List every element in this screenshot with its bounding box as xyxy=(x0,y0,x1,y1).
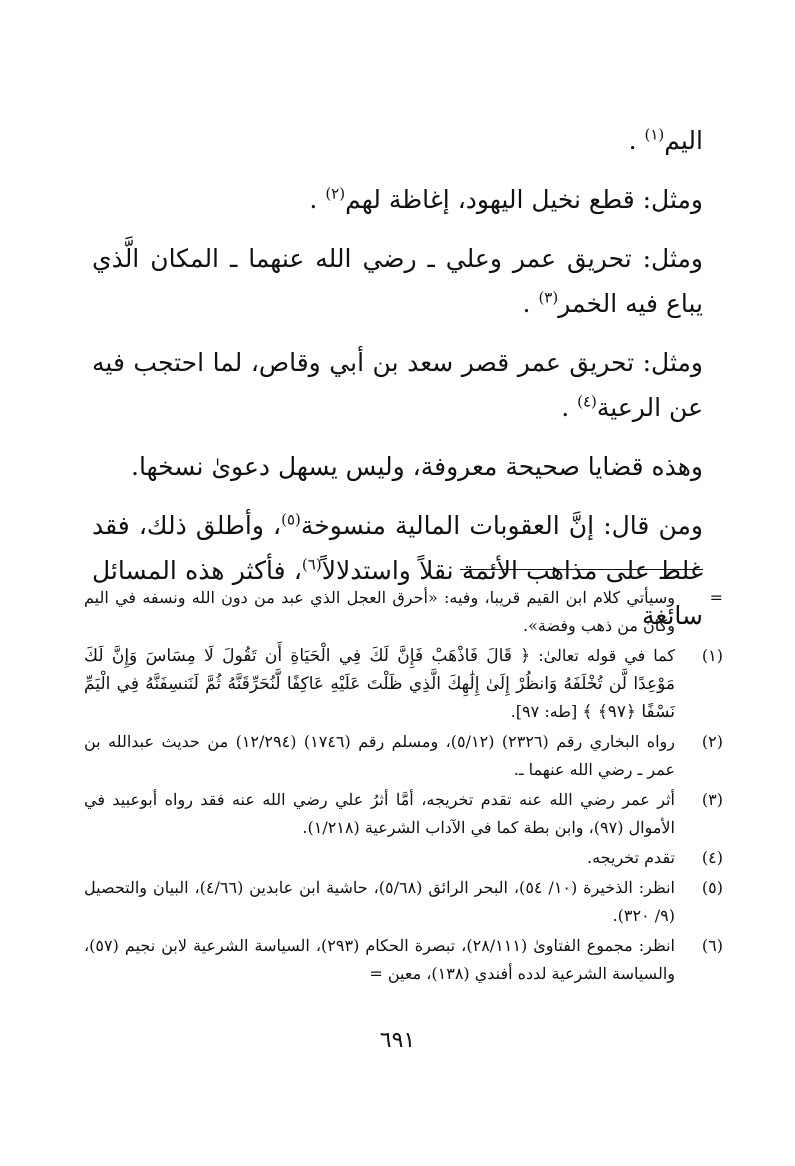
footnote-ref-6[interactable]: (٦) xyxy=(301,555,322,574)
paragraph-5-text: وهذه قضايا صحيحة معروفة، وليس يسهل دعوىٰ نسخها. xyxy=(131,452,703,481)
paragraph-4 xyxy=(92,340,703,430)
paragraph-2-text: ومثل: قطع نخيل اليهود، إغاظة لهم xyxy=(345,185,703,214)
footnote-number: (١) xyxy=(701,646,723,665)
paragraph-6-text-c: ، فأكثر هذه المسائل سائغة xyxy=(92,556,703,630)
footnote-ref-5[interactable]: (٥) xyxy=(281,510,301,529)
footnote-text: وسيأتي كلام ابن القيم قريبا، وفيه: «أحرق العجل الذي عبد من دون الله ونسفه في اليم وكان من ذهب وفضة». xyxy=(84,588,675,635)
footnote-6 xyxy=(84,932,723,988)
paragraph-3-text: ومثل: تحريق عمر وعلي ـ رضي الله عنهما ـ المكان الَّذي يباع فيه الخمر xyxy=(92,244,703,318)
footnote-text: انظر: مجموع الفتاوىٰ (٢٨/١١١)، تبصرة الحكام (٢٩٣)، السياسة الشرعية لابن نجيم (٥٧)، والسياسة الشرعية لدده أفندي (١٣٨)، معين = xyxy=(84,936,675,983)
footnote-ref-1[interactable]: (١) xyxy=(644,125,665,144)
footnote-text: أثر عمر رضي الله عنه تقدم تخريجه، أمَّا أثرُ علي رضي الله عنه فقد رواه أبوعبيد في الأموال (٩٧)، وابن بطة كما في الآداب الشرعية (١/٢١٨). xyxy=(84,790,675,837)
footnote-intro: كما في قوله تعالىٰ: xyxy=(538,646,675,665)
footnote-text xyxy=(84,642,675,726)
footnote-marker: = xyxy=(709,588,723,607)
paragraph-4-end: . xyxy=(561,393,570,422)
footnote-number: (٤) xyxy=(701,848,723,867)
paragraph-1-text: اليم xyxy=(664,126,703,155)
paragraph-6-text-a: ومن قال: إنَّ العقوبات المالية منسوخة xyxy=(300,511,703,540)
footnote-number: (٢) xyxy=(701,732,723,751)
footnote-ref-2[interactable]: (٢) xyxy=(325,184,346,203)
footnote-separator xyxy=(460,569,703,570)
paragraph-3 xyxy=(92,236,703,326)
paragraph-2 xyxy=(92,177,703,222)
paragraph-3-end: . xyxy=(522,289,531,318)
paragraph-5 xyxy=(92,444,703,489)
paragraph-6-text-b: ، وأطلق ذلك، فقد غلط على مذاهب الأئمة نقلاً واستدلالاً xyxy=(92,511,703,585)
footnote-number: (٥) xyxy=(701,878,723,897)
main-text xyxy=(92,118,703,652)
footnote-3 xyxy=(84,786,723,842)
footnote-2 xyxy=(84,728,723,784)
footnote-continued xyxy=(84,584,723,640)
footnote-number: (٣) xyxy=(701,790,723,809)
footnote-text: انظر: الذخيرة (١٠/ ٥٤)، البحر الرائق (٥/٦٨)، حاشية ابن عابدين (٤/٦٦)، البيان والتحصيل (٩/ ٣٢٠). xyxy=(84,878,676,925)
footnote-1 xyxy=(84,642,723,726)
quran-citation: [طه: ٩٧]. xyxy=(510,702,578,721)
paragraph-1-end: . xyxy=(628,126,637,155)
footnote-number: (٦) xyxy=(701,936,723,955)
footnote-5 xyxy=(84,874,723,930)
paragraph-2-end: . xyxy=(309,185,318,214)
paragraph-4-text: ومثل: تحريق عمر قصر سعد بن أبي وقاص، لما احتجب فيه عن الرعية xyxy=(92,348,703,422)
footnote-text: تقدم تخريجه. xyxy=(587,848,675,867)
quran-verse: ﴿ قَالَ فَاذْهَبْ فَإِنَّ لَكَ فِي الْحَيَاةِ أَن تَقُولَ لَا مِسَاسَ وَإِنَّ لَكَ مَوْعِدًا لَّن تُخْلَفَهُ وَانظُرْ إِلَىٰ إِلَٰهِكَ الَّذِي ظَلْتَ عَلَيْهِ عَاكِفًا لَّنُحَرِّقَنَّهُ ثُمَّ لَنَنسِفَنَّهُ فِي الْيَمِّ نَسْفًا ﴿٩٧﴾ ﴾ xyxy=(84,646,675,722)
footnote-ref-4[interactable]: (٤) xyxy=(577,392,597,411)
footnotes xyxy=(84,584,723,990)
paragraph-1 xyxy=(92,118,703,163)
footnote-text: رواه البخاري رقم (٢٣٢٦) (٥/١٢)، ومسلم رقم (١٧٤٦) (١٢/٢٩٤) من حديث عبدالله بن عمر ـ رضي الله عنهما ـ. xyxy=(84,732,675,779)
footnote-ref-3[interactable]: (٣) xyxy=(538,288,559,307)
footnote-4 xyxy=(84,844,723,872)
page-number: ٦٩١ xyxy=(379,1028,416,1053)
